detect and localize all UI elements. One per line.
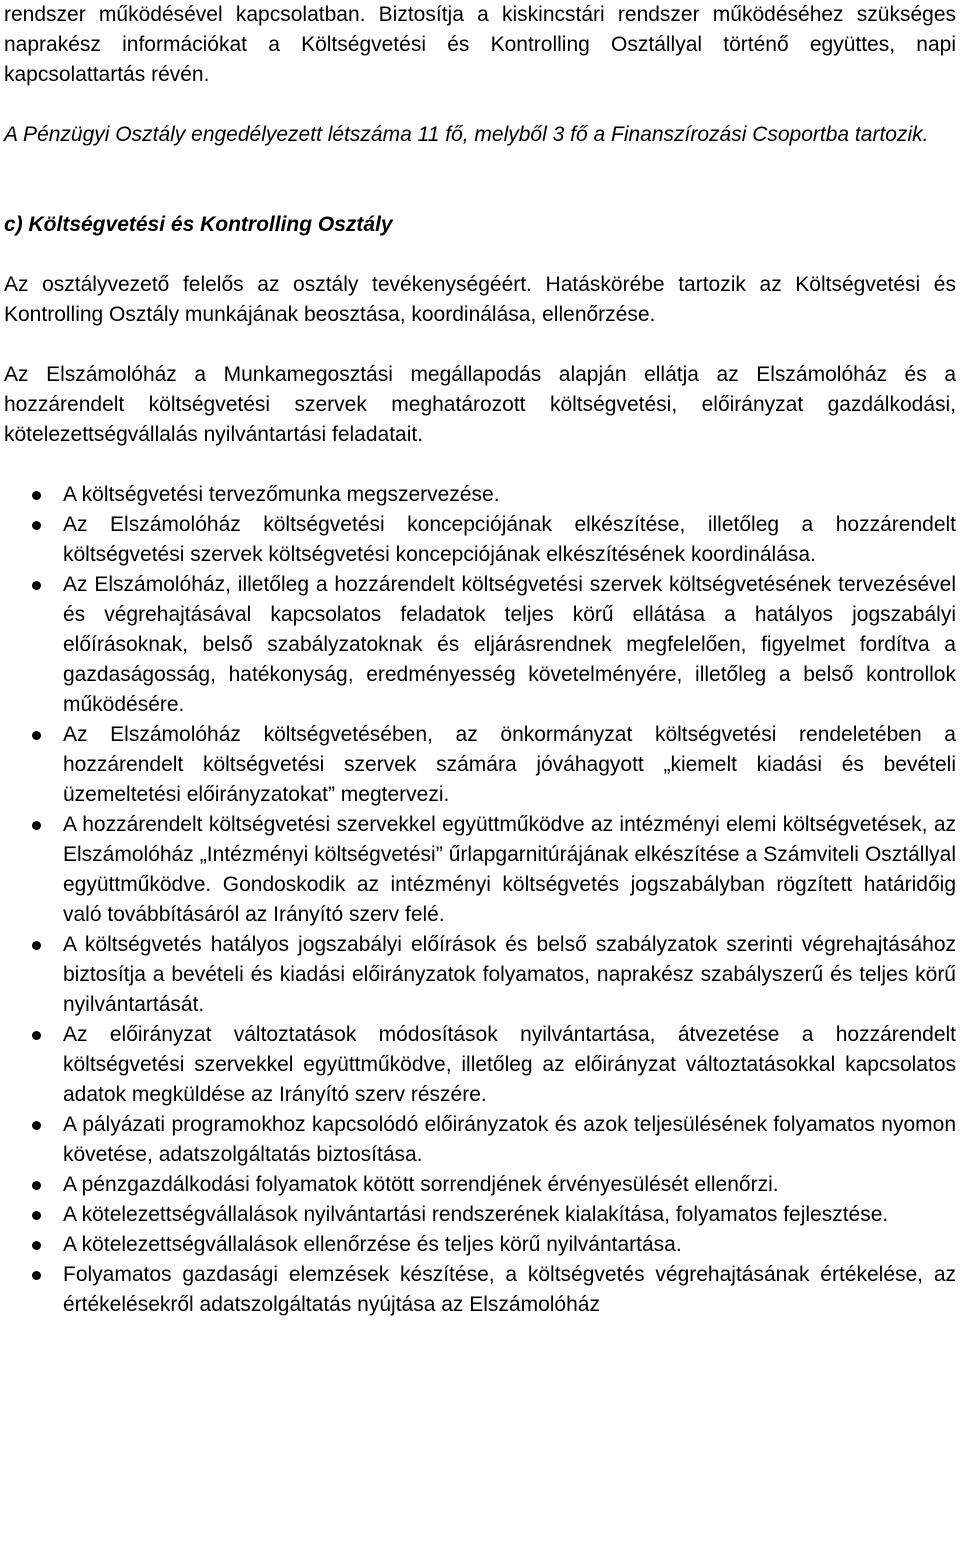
list-item — [4, 1170, 956, 1200]
bullet-icon — [32, 581, 41, 590]
list-item — [4, 720, 956, 810]
list-item — [4, 810, 956, 930]
list-item-text: A költségvetés hatályos jogszabályi előírások és belső szabályzatok szerinti végrehajtásához biztosítja a bevételi és kiadási előirányzatok folyamatos, naprakész szabályszerű és teljes körű nyilvántartását. — [63, 933, 956, 1016]
list-item-text: A pénzgazdálkodási folyamatok kötött sorrendjének érvényesülését ellenőrzi. — [63, 1173, 779, 1196]
list-item-text: Az Elszámolóház költségvetésében, az önkormányzat költségvetési rendeletében a hozzárendelt költségvetési szervek számára jóváhagyott „kiemelt kiadási és bevételi üzemeltetési előirányzatokat” megtervezi. — [63, 723, 956, 806]
list-item-text: A hozzárendelt költségvetési szervekkel együttműködve az intézményi elemi költségvetések, az Elszámolóház „Intézményi költségvetési” űrlapgarnitúrájának elkészítése a Számviteli Osztállyal együttműködve. Gondoskodik az intézményi költségvetés jogszabályban rögzített határidőig való továbbításáról az Irányító szerv felé. — [63, 813, 956, 926]
bullet-icon — [32, 1031, 41, 1040]
list-item-text: A kötelezettségvállalások ellenőrzése és teljes körű nyilvántartása. — [63, 1233, 682, 1256]
list-item — [4, 1230, 956, 1260]
intro-paragraph: rendszer működésével kapcsolatban. Biztosítja a kiskincstári rendszer működéséhez szükséges naprakész információkat a Költségvetési és Kontrolling Osztállyal történő együttes, napi kapcsolattartás révén. — [4, 3, 956, 86]
bullet-icon — [32, 1241, 41, 1250]
list-item-text: A költségvetési tervezőmunka megszervezése. — [63, 483, 500, 506]
bullet-icon — [32, 1181, 41, 1190]
list-item — [4, 570, 956, 720]
list-item — [4, 510, 956, 570]
list-item — [4, 1020, 956, 1110]
task-list — [4, 480, 956, 1320]
list-item-text: A pályázati programokhoz kapcsolódó előirányzatok és azok teljesülésének folyamatos nyomon követése, adatszolgáltatás biztosítása. — [63, 1113, 956, 1166]
bullet-icon — [32, 821, 41, 830]
bullet-icon — [32, 1121, 41, 1130]
list-item — [4, 930, 956, 1020]
list-item-text: Az előirányzat változtatások módosítások nyilvántartása, átvezetése a hozzárendelt költségvetési szervekkel együttműködve, illetőleg az előirányzat változtatásokkal kapcsolatos adatok megküldése az Irányító szerv részére. — [63, 1023, 956, 1106]
list-item — [4, 1110, 956, 1170]
list-item-text: A kötelezettségvállalások nyilvántartási rendszerének kialakítása, folyamatos fejlesztése. — [63, 1203, 889, 1226]
list-item-text: Az Elszámolóház, illetőleg a hozzárendelt költségvetési szervek költségvetésének tervezésével és végrehajtásával kapcsolatos feladatok teljes körű ellátása a hatályos jogszabályi előírásoknak, belső szabályzatoknak és eljárásrendnek megfelelően, figyelmet fordítva a gazdaságosság, hatékonyság, eredményesség követelményére, illetőleg a belső kontrollok működésére. — [63, 573, 956, 716]
list-item-text: Az Elszámolóház költségvetési koncepciójának elkészítése, illetőleg a hozzárendelt költségvetési szervek költségvetési koncepciójának elkészítésének koordinálása. — [63, 513, 956, 566]
bullet-icon — [32, 941, 41, 950]
staff-count-paragraph: A Pénzügyi Osztály engedélyezett létszáma 11 fő, melyből 3 fő a Finanszírozási Csoportba tartozik. — [4, 123, 929, 146]
list-item — [4, 1260, 956, 1320]
section-heading: c) Költségvetési és Kontrolling Osztály — [4, 213, 393, 236]
list-item-text: Folyamatos gazdasági elemzések készítése, a költségvetés végrehajtásának értékelése, az értékelésekről adatszolgáltatás nyújtása az Elszámolóház — [63, 1263, 956, 1316]
bullet-icon — [32, 521, 41, 530]
bullet-icon — [32, 491, 41, 500]
list-item — [4, 1200, 956, 1230]
department-head-paragraph: Az osztályvezető felelős az osztály tevékenységéért. Hatáskörébe tartozik az Költségvetési és Kontrolling Osztály munkájának beosztása, koordinálása, ellenőrzése. — [4, 273, 956, 326]
elszamolohaz-paragraph: Az Elszámolóház a Munkamegosztási megállapodás alapján ellátja az Elszámolóház és a hozzárendelt költségvetési szervek meghatározott költségvetési, előirányzat gazdálkodási, kötelezettségvállalás nyilvántartási feladatait. — [4, 363, 956, 446]
bullet-icon — [32, 1211, 41, 1220]
list-item — [4, 480, 956, 510]
bullet-icon — [32, 1271, 41, 1280]
document-page — [4, 0, 956, 1320]
bullet-icon — [32, 731, 41, 740]
